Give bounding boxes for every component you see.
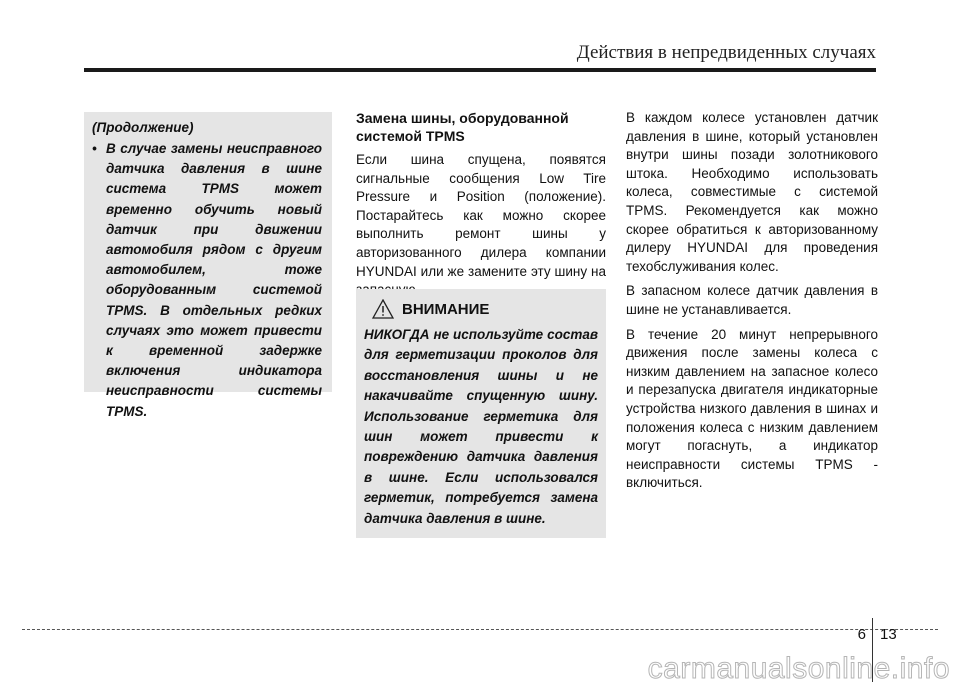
- warning-text: НИКОГДА не используйте состав для герметизации проколов для восстановления шины и не накачивайте спущенную шину. Использование герметика для шин может привести к повреждению датчика давления в шине. Если использовался герметик, потребуется замена датчика давления в шине.: [364, 327, 598, 526]
- section-title: Замена шины, оборудованной системой TPMS: [356, 110, 569, 144]
- warning-triangle-icon: [372, 299, 394, 319]
- right-column: [626, 109, 878, 499]
- page-header-title: Действия в непредвиденных случаях: [576, 42, 876, 63]
- header-rule: [84, 68, 876, 72]
- note-heading: (Продолжение): [92, 120, 194, 135]
- bullet-marker: •: [92, 141, 97, 156]
- section-number: 6: [857, 626, 866, 643]
- page-number: 13: [880, 626, 897, 643]
- right-paragraph-2: В запасном колесе датчик давления в шине не устанавливается.: [626, 283, 878, 317]
- right-paragraph-3: В течение 20 минут непрерывного движения после замены колеса с низким давлением на запасное колесо и перезапуска двигателя индикаторные устройства низкого давления в шинах и положения колеса с низким давлением могут погаснуть, а индикатор неисправности системы TPMS - включиться.: [626, 326, 878, 491]
- section-paragraph: Если шина спущена, появятся сигнальные сообщения Low Tire Pressure и Position (положение). Постарайтесь как можно скорее выполнить ремонт шины у авторизованного дилера компании HYUNDAI или же замените эту шину на: [356, 152, 606, 279]
- note-text: В случае замены неисправного датчика давления в шине система TPMS может временно обучить новый датчик при движении автомобиля рядом с другим автомобилем, тоже оборудованным системой TPMS. В отдельных редких случаях это может привести к временной задержке включения индикатора неисправности системы TPMS.: [106, 141, 322, 419]
- note-list-item: [92, 139, 322, 422]
- warning-header: [372, 299, 598, 319]
- continuation-note-box: [84, 112, 332, 419]
- middle-column: [356, 109, 606, 300]
- warning-title: ВНИМАНИЕ: [402, 300, 490, 318]
- right-paragraph-1: В каждом колесе установлен датчик давления в шине, который установлен внутри шины позади золотникового штока. Необходимо использовать колеса, совместимые с системой TPMS. Рекомендуется как можно скорее обратиться к авторизованному дилеру HYUNDAI для проведения техобслуживания колес.: [626, 110, 878, 274]
- watermark-text: carmanualsonline.info: [647, 652, 950, 685]
- warning-box: [356, 289, 606, 538]
- footer-rule: [22, 629, 938, 630]
